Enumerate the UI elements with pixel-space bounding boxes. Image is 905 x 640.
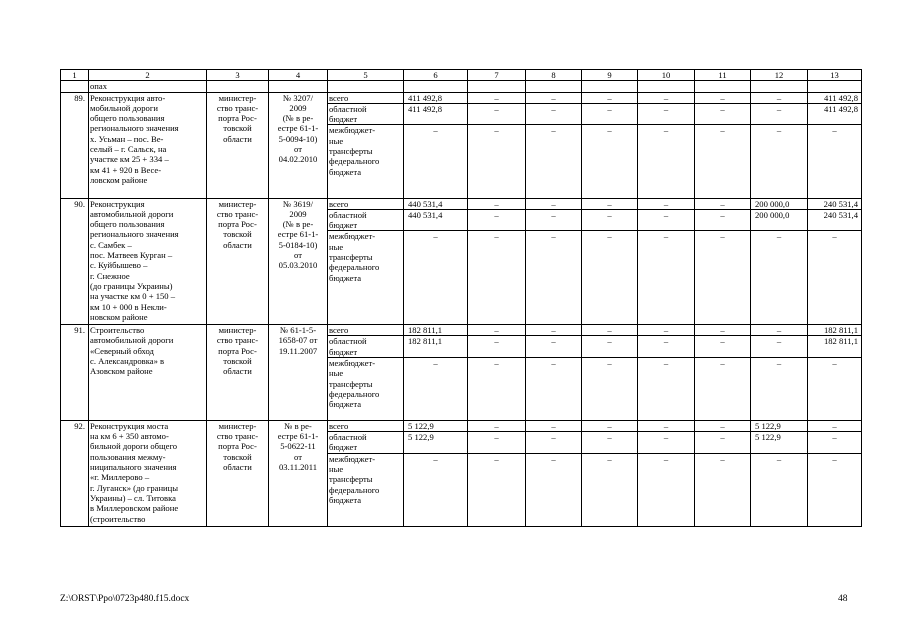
project-name: Реконструкция авто- мобильной дороги общего пользования регионального значения х. Усьман – пос. Ве- селый – г. Сальск, на участке км 25 + 334 – км 41 + 920 в Весе- ловском районе	[89, 92, 207, 198]
value-cell: –	[638, 336, 695, 358]
value-cell: –	[582, 336, 638, 358]
customer: министер- ство транс- порта Рос- товской области	[207, 92, 269, 198]
value-cell: –	[751, 358, 808, 421]
continuation-num-cell	[61, 81, 89, 92]
funding-source: межбюджет- ные трансферты федерального бюджета	[328, 125, 404, 198]
value-cell: –	[751, 125, 808, 198]
value-cell: –	[638, 92, 695, 103]
value-cell: –	[638, 103, 695, 125]
value-cell: 411 492,8	[404, 103, 468, 125]
value-cell: –	[695, 453, 751, 526]
value-cell: –	[695, 358, 751, 421]
value-cell: –	[526, 432, 582, 454]
value-cell: –	[526, 358, 582, 421]
value-cell: –	[526, 103, 582, 125]
document-ref: № в ре- естре 61-1- 5-0622-11 от 03.11.2011	[269, 420, 328, 526]
header-col-10: 10	[638, 70, 695, 81]
value-cell: –	[582, 325, 638, 336]
value-cell: –	[695, 209, 751, 231]
value-cell: –	[638, 231, 695, 325]
value-cell: –	[582, 420, 638, 431]
funding-source: всего	[328, 198, 404, 209]
value-cell: 240 531,4	[808, 198, 862, 209]
value-cell: 440 531,4	[404, 209, 468, 231]
header-col-6: 6	[404, 70, 468, 81]
value-cell: –	[695, 125, 751, 198]
value-cell: –	[638, 125, 695, 198]
value-cell: –	[468, 325, 526, 336]
value-cell: –	[695, 336, 751, 358]
funding-source: областной бюджет	[328, 432, 404, 454]
value-cell: –	[695, 325, 751, 336]
value-cell: –	[468, 92, 526, 103]
value-cell: 182 811,1	[808, 325, 862, 336]
value-cell: –	[695, 432, 751, 454]
funding-source: всего	[328, 325, 404, 336]
funding-source: межбюджет- ные трансферты федерального бюджета	[328, 358, 404, 421]
funding-source: всего	[328, 92, 404, 103]
header-col-9: 9	[582, 70, 638, 81]
row-number: 91.	[61, 325, 89, 421]
value-cell: –	[808, 231, 862, 325]
page-number: 48	[838, 594, 848, 604]
project-name: Строительство автомобильной дороги «Северный обход с. Александровка» в Азовском районе	[89, 325, 207, 421]
value-cell: –	[695, 198, 751, 209]
header-col-5: 5	[328, 70, 404, 81]
value-cell: –	[808, 420, 862, 431]
row-number: 92.	[61, 420, 89, 526]
document-ref: № 61-1-5- 1658-07 от 19.11.2007	[269, 325, 328, 421]
value-cell: –	[468, 103, 526, 125]
value-cell: –	[751, 325, 808, 336]
header-col-1: 1	[61, 70, 89, 81]
row-number: 89.	[61, 92, 89, 198]
value-cell: –	[468, 231, 526, 325]
value-cell: 182 811,1	[404, 336, 468, 358]
header-col-3: 3	[207, 70, 269, 81]
value-cell: –	[808, 453, 862, 526]
value-cell: –	[526, 125, 582, 198]
header-col-11: 11	[695, 70, 751, 81]
funding-source: межбюджет- ные трансферты федерального бюджета	[328, 231, 404, 325]
header-col-4: 4	[269, 70, 328, 81]
value-cell: –	[526, 325, 582, 336]
funding-source: всего	[328, 420, 404, 431]
customer: министер- ство транс- порта Рос- товской области	[207, 420, 269, 526]
continuation-row	[61, 81, 862, 92]
value-cell: –	[582, 432, 638, 454]
footer-file-path: Z:\ORST\Ppo\0723p480.f15.docx	[60, 594, 190, 604]
value-cell: 440 531,4	[404, 198, 468, 209]
value-cell: 182 811,1	[404, 325, 468, 336]
value-cell: –	[582, 231, 638, 325]
header-col-7: 7	[468, 70, 526, 81]
value-cell: –	[468, 209, 526, 231]
table-row	[61, 325, 862, 336]
table-row	[61, 92, 862, 103]
value-cell: –	[695, 103, 751, 125]
value-cell: –	[582, 103, 638, 125]
value-cell: –	[751, 103, 808, 125]
value-cell: 240 531,4	[808, 209, 862, 231]
funding-source: областной бюджет	[328, 103, 404, 125]
value-cell: –	[751, 231, 808, 325]
value-cell: –	[526, 420, 582, 431]
value-cell: –	[638, 325, 695, 336]
value-cell: –	[695, 231, 751, 325]
funding-source: областной бюджет	[328, 209, 404, 231]
value-cell: –	[526, 231, 582, 325]
value-cell: –	[582, 453, 638, 526]
value-cell: –	[638, 420, 695, 431]
customer: министер- ство транс- порта Рос- товской области	[207, 325, 269, 421]
value-cell: –	[404, 453, 468, 526]
value-cell: –	[638, 358, 695, 421]
value-cell: –	[468, 453, 526, 526]
header-col-13: 13	[808, 70, 862, 81]
value-cell: –	[526, 198, 582, 209]
document-ref: № 3619/ 2009 (№ в ре- естре 61-1- 5-0184-10) от 05.03.2010	[269, 198, 328, 325]
value-cell: –	[468, 358, 526, 421]
header-col-2: 2	[89, 70, 207, 81]
value-cell: –	[468, 125, 526, 198]
value-cell: –	[582, 198, 638, 209]
value-cell: 200 000,0	[751, 198, 808, 209]
project-name: Реконструкция автомобильной дороги общего пользования регионального значения с. Самбек – пос. Матвеев Курган – с. Куйбышево – г. Снежное (до границы Украины) на участке км 0 + 150 – км 10 + 000 в Некли- новском районе	[89, 198, 207, 325]
table-row	[61, 198, 862, 209]
value-cell: –	[751, 92, 808, 103]
value-cell: –	[468, 420, 526, 431]
value-cell: 411 492,8	[808, 92, 862, 103]
value-cell: –	[638, 209, 695, 231]
value-cell: 5 122,9	[751, 420, 808, 431]
table-row	[61, 420, 862, 431]
budget-table	[60, 69, 862, 527]
value-cell: –	[468, 198, 526, 209]
value-cell: –	[468, 336, 526, 358]
value-cell: –	[404, 358, 468, 421]
value-cell: –	[526, 209, 582, 231]
value-cell: –	[582, 92, 638, 103]
customer: министер- ство транс- порта Рос- товской области	[207, 198, 269, 325]
value-cell: –	[582, 125, 638, 198]
value-cell: –	[808, 125, 862, 198]
value-cell: –	[582, 209, 638, 231]
value-cell: –	[695, 92, 751, 103]
value-cell: 200 000,0	[751, 209, 808, 231]
value-cell: 411 492,8	[404, 92, 468, 103]
value-cell: 182 811,1	[808, 336, 862, 358]
header-row	[61, 70, 862, 81]
row-number: 90.	[61, 198, 89, 325]
project-name: Реконструкция моста на км 6 + 350 автомо- бильной дороги общего пользования межму- ниципального значения «г. Миллерово – г. Луганск» (до границы Украины) – сл. Титовка в Миллеровском районе (строительство	[89, 420, 207, 526]
value-cell: –	[638, 453, 695, 526]
value-cell: –	[808, 358, 862, 421]
document-ref: № 3207/ 2009 (№ в ре- естре 61-1- 5-0094-10) от 04.02.2010	[269, 92, 328, 198]
value-cell: –	[695, 420, 751, 431]
value-cell: 5 122,9	[404, 420, 468, 431]
continuation-text: опах	[89, 81, 207, 92]
value-cell: –	[582, 358, 638, 421]
value-cell: –	[751, 453, 808, 526]
header-col-12: 12	[751, 70, 808, 81]
value-cell: –	[526, 336, 582, 358]
value-cell: 411 492,8	[808, 103, 862, 125]
value-cell: –	[468, 432, 526, 454]
value-cell: 5 122,9	[404, 432, 468, 454]
value-cell: –	[526, 92, 582, 103]
value-cell: –	[404, 231, 468, 325]
value-cell: 5 122,9	[751, 432, 808, 454]
value-cell: –	[404, 125, 468, 198]
header-col-8: 8	[526, 70, 582, 81]
value-cell: –	[751, 336, 808, 358]
value-cell: –	[526, 453, 582, 526]
funding-source: межбюджет- ные трансферты федерального бюджета	[328, 453, 404, 526]
value-cell: –	[808, 432, 862, 454]
funding-source: областной бюджет	[328, 336, 404, 358]
value-cell: –	[638, 198, 695, 209]
value-cell: –	[638, 432, 695, 454]
